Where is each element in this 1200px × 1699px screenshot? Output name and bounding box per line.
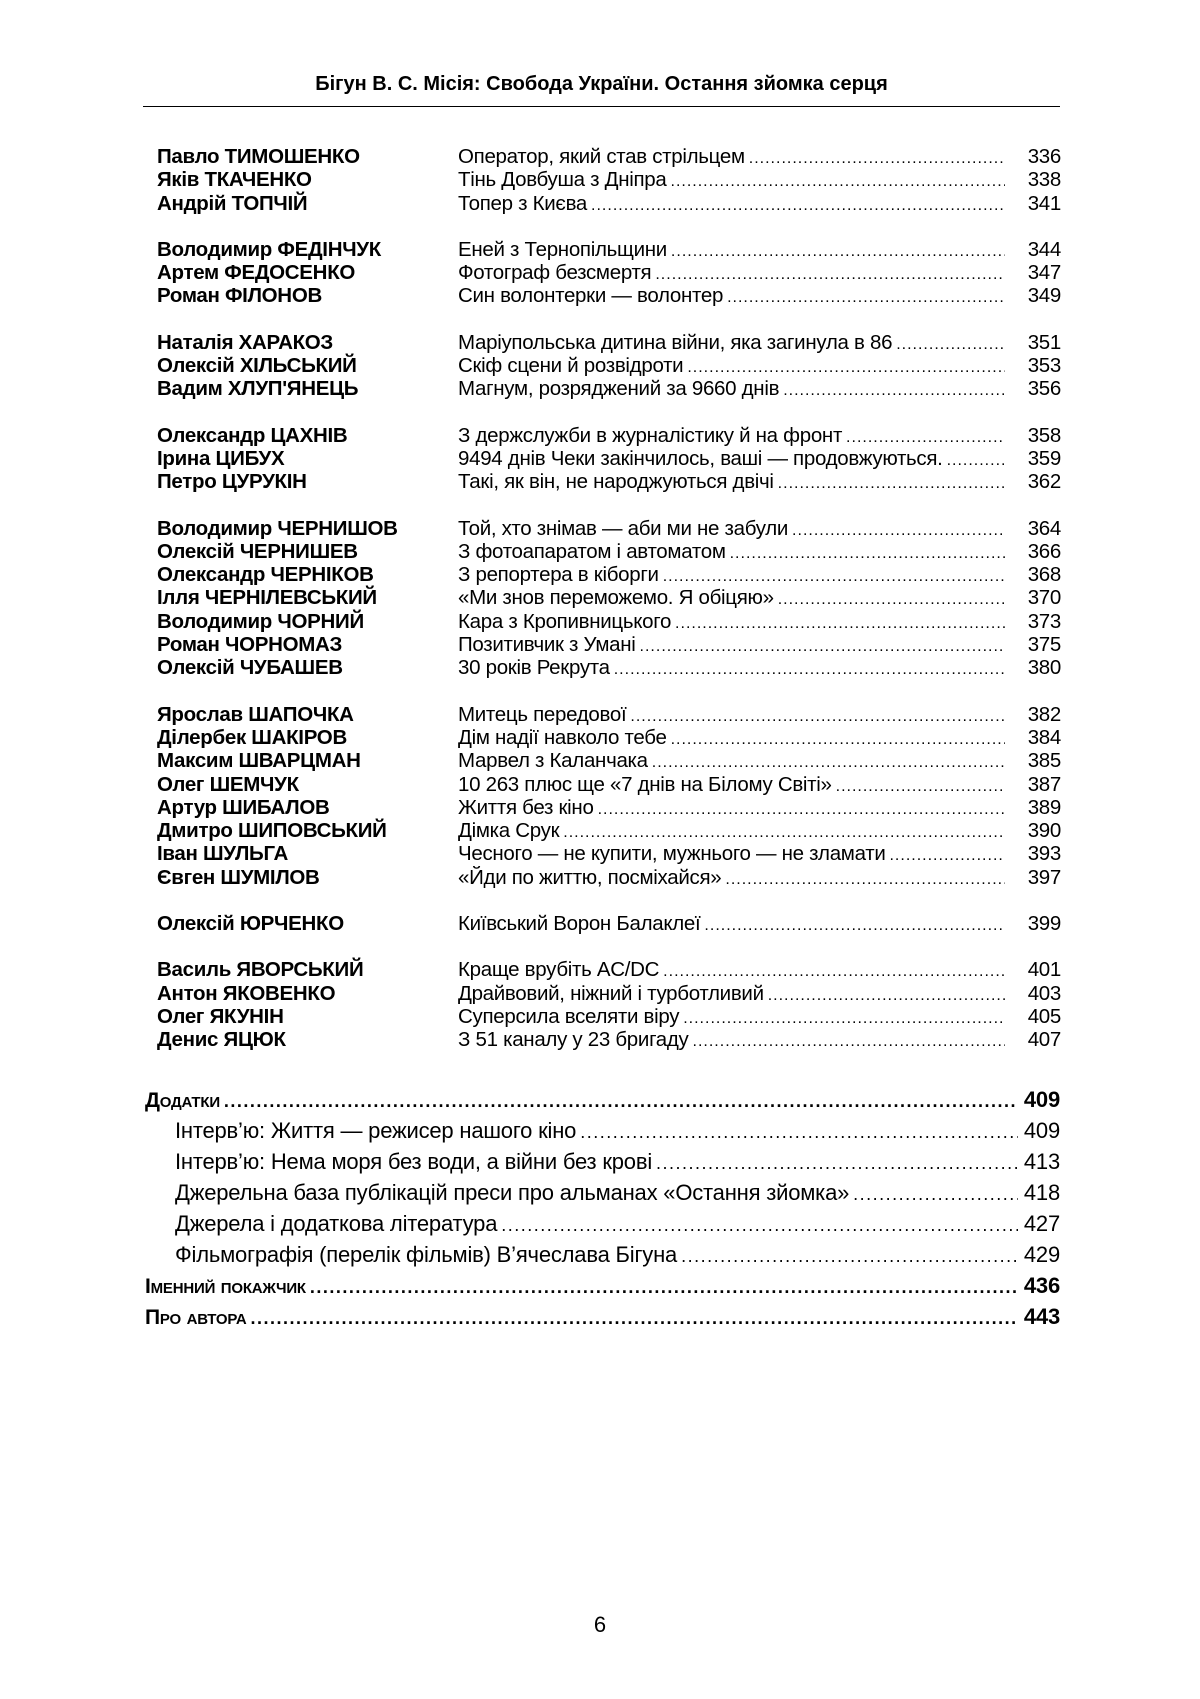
appendix-page-number: 409 xyxy=(1023,1118,1060,1143)
entry-title-wrap xyxy=(458,424,1005,449)
toc-entry[interactable] xyxy=(157,982,1061,1005)
entry-author-name: Яків ТКАЧЕНКО xyxy=(157,168,312,192)
entry-author-name: Павло ТИМОШЕНКО xyxy=(157,145,360,168)
entry-title-wrap xyxy=(458,447,1005,472)
entry-title-wrap xyxy=(458,145,1005,170)
entry-title: Такі, як він, не народжуються двічі xyxy=(458,470,774,494)
entry-title-wrap xyxy=(458,540,1005,565)
entry-title: Життя без кіно xyxy=(458,795,594,819)
dot-leader xyxy=(630,705,1005,728)
entry-author-name: Олексій ЧУБАШЕВ xyxy=(157,656,343,680)
entry-title-wrap xyxy=(458,796,1005,821)
dot-leader xyxy=(778,588,1005,611)
appendix-subsection[interactable] xyxy=(145,1177,1060,1208)
entry-page-number: 353 xyxy=(1027,354,1061,378)
entry-title-wrap xyxy=(458,656,1005,681)
entry-page-number: 364 xyxy=(1027,516,1061,540)
entry-author-name: Дмитро ШИПОВСЬКИЙ xyxy=(157,819,387,843)
entry-author-name: Петро ЦУРУКІН xyxy=(157,470,307,494)
entry-page-number: 351 xyxy=(1027,330,1061,354)
entry-title: З репортера в кіборги xyxy=(458,563,659,587)
toc-entry[interactable] xyxy=(157,563,1061,586)
toc-entry[interactable] xyxy=(157,633,1061,656)
entry-page-number: 362 xyxy=(1027,470,1061,494)
entry-page-number: 380 xyxy=(1027,656,1061,680)
toc-entry[interactable] xyxy=(157,912,1061,935)
dot-leader xyxy=(501,1210,1018,1241)
dot-leader xyxy=(725,868,1005,891)
toc-entry[interactable] xyxy=(157,656,1061,679)
toc-entry[interactable] xyxy=(157,145,1061,168)
entry-title-wrap xyxy=(458,749,1005,774)
dot-leader xyxy=(792,519,1005,542)
entry-title: Син волонтерки — волонтер xyxy=(458,284,724,308)
entry-title-wrap xyxy=(458,610,1005,635)
entry-page-number: 382 xyxy=(1027,702,1061,726)
entry-page-number: 385 xyxy=(1027,749,1061,773)
toc-entry[interactable] xyxy=(157,192,1061,215)
entry-author-name: Максим ШВАРЦМАН xyxy=(157,749,361,773)
appendix-title: Іменний покажчик xyxy=(145,1275,306,1298)
dot-leader xyxy=(250,1303,1017,1334)
entry-title: Скіф сцени й розвідроти xyxy=(458,354,684,378)
toc-entry[interactable] xyxy=(157,447,1061,470)
entry-page-number: 358 xyxy=(1027,423,1061,447)
appendix-page-number: 418 xyxy=(1023,1180,1060,1205)
page-number: 6 xyxy=(593,1612,607,1637)
toc-entry[interactable] xyxy=(157,726,1061,749)
appendix-subsection[interactable] xyxy=(145,1115,1060,1146)
entry-title-wrap xyxy=(458,703,1005,728)
entry-author-name: Олексій ЮРЧЕНКО xyxy=(157,912,344,936)
entry-title: «Ми знов переможемо. Я обіцяю» xyxy=(458,586,774,610)
entry-page-number: 403 xyxy=(1027,981,1061,1005)
entry-author-name: Андрій ТОПЧІЙ xyxy=(157,191,308,215)
dot-leader xyxy=(896,333,1005,356)
entry-title: Київський Ворон Балаклеї xyxy=(458,912,701,936)
dot-leader xyxy=(727,286,1005,309)
dot-leader xyxy=(563,821,1005,844)
entry-page-number: 407 xyxy=(1027,1028,1061,1052)
entry-title-wrap xyxy=(458,192,1005,217)
entry-author-name: Олег ЯКУНІН xyxy=(157,1004,284,1028)
appendix-subsection[interactable] xyxy=(145,1146,1060,1177)
entry-title-wrap xyxy=(458,377,1005,402)
toc-entry[interactable] xyxy=(157,1028,1061,1051)
dot-leader xyxy=(671,170,1006,193)
dot-leader xyxy=(671,240,1005,263)
entry-title-wrap xyxy=(458,1028,1005,1053)
entry-page-number: 387 xyxy=(1027,772,1061,796)
dot-leader xyxy=(704,914,1005,937)
entry-title-wrap xyxy=(458,517,1005,542)
entry-author-name: Артем ФЕДОСЕНКО xyxy=(157,261,356,285)
entry-title-wrap xyxy=(458,912,1005,937)
dot-leader xyxy=(683,1007,1005,1030)
entry-title-wrap xyxy=(458,633,1005,658)
entry-author-name: Роман ЧОРНОМАЗ xyxy=(157,633,343,657)
entry-title: 10 263 плюс ще «7 днів на Білому Світі» xyxy=(458,772,832,796)
appendix-title: Інтерв’ю: Нема моря без води, а війни без крові xyxy=(175,1149,653,1174)
entry-author-name: Євген ШУМІЛОВ xyxy=(157,865,320,889)
toc-entry[interactable] xyxy=(157,284,1061,307)
dot-leader xyxy=(783,379,1005,402)
dot-leader xyxy=(640,635,1005,658)
entry-title-wrap xyxy=(458,982,1005,1007)
entry-title-wrap xyxy=(458,726,1005,751)
entry-page-number: 405 xyxy=(1027,1004,1061,1028)
entry-title: Дім надії навколо тебе xyxy=(458,725,667,749)
table-of-contents xyxy=(157,145,1061,1075)
toc-entry[interactable] xyxy=(157,586,1061,609)
entry-page-number: 390 xyxy=(1027,819,1061,843)
appendix-page-number: 427 xyxy=(1023,1211,1060,1236)
entry-title: Тінь Довбуша з Дніпра xyxy=(458,168,667,192)
entry-title: Марвел з Каланчака xyxy=(458,749,648,773)
entry-title-wrap xyxy=(458,586,1005,611)
entry-page-number: 356 xyxy=(1027,377,1061,401)
toc-entry[interactable] xyxy=(157,819,1061,842)
entry-title: «Йди по життю, посміхайся» xyxy=(458,865,722,889)
toc-group xyxy=(157,145,1061,215)
entry-title: 30 років Рекрута xyxy=(458,656,610,680)
entry-page-number: 368 xyxy=(1027,563,1061,587)
dot-leader xyxy=(591,194,1005,217)
toc-entry[interactable] xyxy=(157,354,1061,377)
toc-entry[interactable] xyxy=(157,749,1061,772)
toc-entry[interactable] xyxy=(157,470,1061,493)
entry-title-wrap xyxy=(458,563,1005,588)
entry-page-number: 344 xyxy=(1027,237,1061,261)
entry-author-name: Іван ШУЛЬГА xyxy=(157,842,289,866)
dot-leader xyxy=(846,426,1005,449)
entry-title: Еней з Тернопільщини xyxy=(458,237,667,261)
entry-title-wrap xyxy=(458,470,1005,495)
entry-page-number: 393 xyxy=(1027,842,1061,866)
dot-leader xyxy=(663,960,1005,983)
entry-page-number: 397 xyxy=(1027,865,1061,889)
appendix-title: Інтерв’ю: Життя — режисер нашого кіно xyxy=(175,1118,577,1143)
toc-entry[interactable] xyxy=(157,424,1061,447)
entry-title-wrap xyxy=(458,819,1005,844)
dot-leader xyxy=(655,263,1005,286)
entry-title: Топер з Києва xyxy=(458,191,588,215)
running-header: Бігун В. С. Місія: Свобода України. Остання зйомка серця xyxy=(315,73,888,95)
dot-leader xyxy=(652,751,1005,774)
entry-title-wrap xyxy=(458,1005,1005,1030)
entry-title-wrap xyxy=(458,261,1005,286)
dot-leader xyxy=(693,1030,1005,1053)
entry-author-name: Ілля ЧЕРНІЛЕВСЬКИЙ xyxy=(157,586,377,610)
toc-entry[interactable] xyxy=(157,261,1061,284)
entry-author-name: Денис ЯЦЮК xyxy=(157,1028,286,1052)
appendix-section[interactable] xyxy=(145,1270,1060,1301)
dot-leader xyxy=(671,728,1005,751)
toc-entry[interactable] xyxy=(157,866,1061,889)
entry-page-number: 370 xyxy=(1027,586,1061,610)
entry-title-wrap xyxy=(458,842,1005,867)
dot-leader xyxy=(656,1148,1018,1179)
appendix-subsection[interactable] xyxy=(145,1208,1060,1239)
entry-title-wrap xyxy=(458,238,1005,263)
entry-author-name: Артур ШИБАЛОВ xyxy=(157,795,330,819)
toc-group xyxy=(157,517,1061,680)
dot-leader xyxy=(836,775,1005,798)
toc-group xyxy=(157,958,1061,1051)
dot-leader xyxy=(598,798,1005,821)
dot-leader xyxy=(580,1117,1018,1148)
dot-leader xyxy=(675,612,1005,635)
dot-leader xyxy=(687,356,1005,379)
toc-entry[interactable] xyxy=(157,958,1061,981)
entry-page-number: 366 xyxy=(1027,539,1061,563)
entry-title: З держслужби в журналістику й на фронт xyxy=(458,423,843,447)
toc-entry[interactable] xyxy=(157,238,1061,261)
entry-title: Той, хто знімав — аби ми не забули xyxy=(458,516,789,540)
entry-author-name: Ярослав ШАПОЧКА xyxy=(157,702,354,726)
entry-title-wrap xyxy=(458,773,1005,798)
toc-group xyxy=(157,424,1061,494)
entry-title: Магнум, розряджений за 9660 днів xyxy=(458,377,780,401)
toc-entry[interactable] xyxy=(157,168,1061,191)
header-rule xyxy=(143,106,1060,107)
entry-title: Драйвовий, ніжний і турботливий xyxy=(458,981,764,1005)
toc-group xyxy=(157,331,1061,401)
entry-page-number: 349 xyxy=(1027,284,1061,308)
entry-title-wrap xyxy=(458,331,1005,356)
entry-author-name: Олег ШЕМЧУК xyxy=(157,772,299,796)
entry-author-name: Наталія ХАРАКОЗ xyxy=(157,330,333,354)
entry-page-number: 399 xyxy=(1027,912,1061,936)
entry-page-number: 341 xyxy=(1027,191,1061,215)
appendix-section[interactable] xyxy=(145,1084,1060,1115)
dot-leader xyxy=(681,1241,1018,1272)
entry-title-wrap xyxy=(458,958,1005,983)
appendix-page-number: 436 xyxy=(1023,1273,1060,1298)
toc-entry[interactable] xyxy=(157,796,1061,819)
entry-author-name: Василь ЯВОРСЬКИЙ xyxy=(157,958,364,982)
entry-title: Позитивчик з Умані xyxy=(458,633,636,657)
dot-leader xyxy=(749,147,1005,170)
entry-author-name: Володимир ЧОРНИЙ xyxy=(157,609,364,633)
dot-leader xyxy=(224,1086,1018,1117)
dot-leader xyxy=(663,565,1005,588)
toc-entry[interactable] xyxy=(157,703,1061,726)
appendix-title: Додатки xyxy=(145,1089,220,1112)
entry-title: 9494 днів Чеки закінчилось, ваші — продовжуються. xyxy=(458,446,943,470)
entry-author-name: Олексій ХІЛЬСЬКИЙ xyxy=(157,354,357,378)
entry-page-number: 336 xyxy=(1027,145,1061,168)
entry-title: Кара з Кропивницького xyxy=(458,609,672,633)
appendix-page-number: 443 xyxy=(1023,1304,1060,1329)
entry-author-name: Ірина ЦИБУХ xyxy=(157,446,285,470)
entry-page-number: 375 xyxy=(1027,633,1061,657)
entry-title: Фотограф безсмертя xyxy=(458,261,652,285)
toc-entry[interactable] xyxy=(157,1005,1061,1028)
toc-group xyxy=(157,912,1061,935)
toc-entry[interactable] xyxy=(157,610,1061,633)
dot-leader xyxy=(947,449,1005,472)
toc-entry[interactable] xyxy=(157,773,1061,796)
appendix-contents xyxy=(145,1084,1060,1332)
appendix-title: Джерельна база публікацій преси про альманах «Остання зйомка» xyxy=(175,1180,850,1205)
entry-title: Чесного — не купити, мужнього — не зламати xyxy=(458,842,886,866)
appendix-subsection[interactable] xyxy=(145,1239,1060,1270)
entry-title: Митець передової xyxy=(458,702,627,726)
entry-page-number: 373 xyxy=(1027,609,1061,633)
dot-leader xyxy=(889,844,1005,867)
entry-author-name: Ділербек ШАКІРОВ xyxy=(157,725,347,749)
appendix-title: Про автора xyxy=(145,1306,247,1329)
entry-page-number: 338 xyxy=(1027,168,1061,192)
entry-page-number: 347 xyxy=(1027,261,1061,285)
entry-title-wrap xyxy=(458,354,1005,379)
entry-title: Дімка Срук xyxy=(458,819,560,843)
entry-title: Суперсила вселяти віру xyxy=(458,1004,680,1028)
entry-title: Краще врубіть AC/DC xyxy=(458,958,660,982)
toc-entry[interactable] xyxy=(157,540,1061,563)
dot-leader xyxy=(730,542,1005,565)
entry-title-wrap xyxy=(458,168,1005,193)
entry-author-name: Олександр ЦАХНІВ xyxy=(157,423,348,447)
entry-author-name: Володимир ЧЕРНИШОВ xyxy=(157,516,398,540)
entry-title: З 51 каналу у 23 бригаду xyxy=(458,1028,689,1052)
toc-group xyxy=(157,703,1061,889)
toc-entry[interactable] xyxy=(157,842,1061,865)
appendix-title: Джерела і додаткова література xyxy=(175,1211,498,1236)
entry-title: Маріупольська дитина війни, яка загинула в 86 xyxy=(458,330,893,354)
toc-entry[interactable] xyxy=(157,377,1061,400)
dot-leader xyxy=(853,1179,1018,1210)
dot-leader xyxy=(310,1272,1018,1303)
appendix-title: Фільмографія (перелік фільмів) В’ячеслава Бігуна xyxy=(175,1242,678,1267)
entry-author-name: Володимир ФЕДІНЧУК xyxy=(157,237,381,261)
entry-title-wrap xyxy=(458,284,1005,309)
entry-title: З фотоапаратом і автоматом xyxy=(458,539,726,563)
entry-title-wrap xyxy=(458,866,1005,891)
appendix-section[interactable] xyxy=(145,1301,1060,1332)
appendix-page-number: 409 xyxy=(1023,1087,1060,1112)
toc-entry[interactable] xyxy=(157,331,1061,354)
toc-entry[interactable] xyxy=(157,517,1061,540)
appendix-page-number: 429 xyxy=(1023,1242,1060,1267)
entry-page-number: 401 xyxy=(1027,958,1061,982)
entry-author-name: Антон ЯКОВЕНКО xyxy=(157,981,336,1005)
toc-group xyxy=(157,238,1061,308)
entry-author-name: Олександр ЧЕРНІКОВ xyxy=(157,563,374,587)
entry-author-name: Олексій ЧЕРНИШЕВ xyxy=(157,539,358,563)
dot-leader xyxy=(614,658,1005,681)
entry-author-name: Роман ФІЛОНОВ xyxy=(157,284,322,308)
entry-title: Оператор, який став стрільцем xyxy=(458,145,745,168)
entry-author-name: Вадим ХЛУП'ЯНЕЦЬ xyxy=(157,377,359,401)
entry-page-number: 359 xyxy=(1027,446,1061,470)
appendix-page-number: 413 xyxy=(1023,1149,1060,1174)
entry-page-number: 389 xyxy=(1027,795,1061,819)
dot-leader xyxy=(768,984,1005,1007)
entry-page-number: 384 xyxy=(1027,725,1061,749)
dot-leader xyxy=(778,472,1005,495)
